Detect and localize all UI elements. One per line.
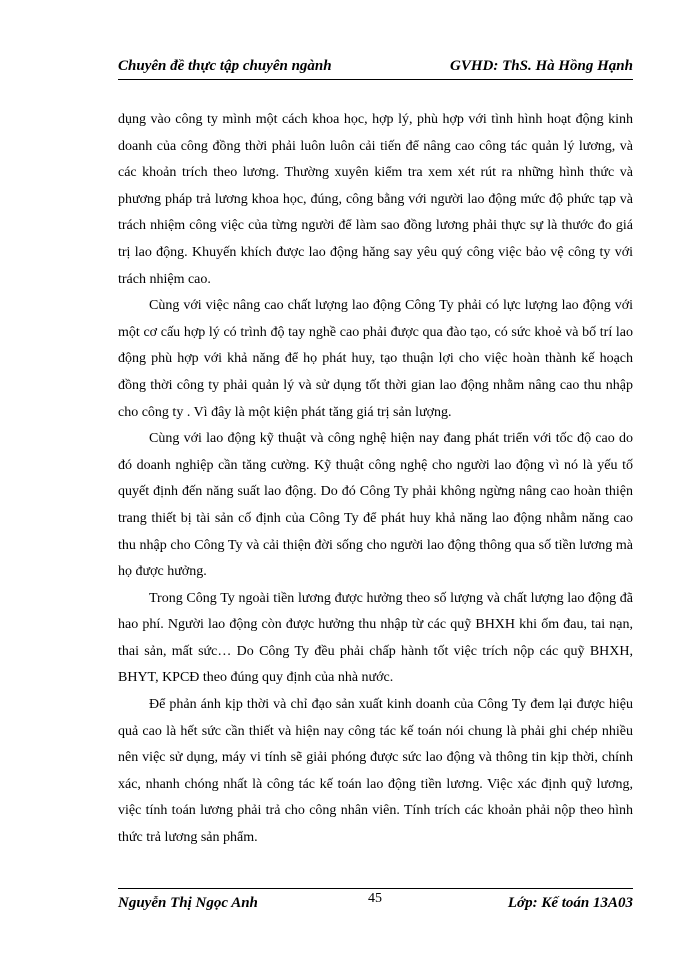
page-header [118, 55, 633, 80]
paragraph: Trong Công Ty ngoài tiền lương được hưởng theo số lượng và chất lượng lao động đã hao phí. Người lao động còn được hưởng thu nhập từ các quỹ BHXH khi ốm đau, tai nạn, thai sản, mất sức… Do Công Ty đều phải chấp hành tốt việc trích nộp các quỹ BHXH, BHYT, KPCĐ theo đúng quy định của nhà nước. [118, 590, 633, 686]
paragraph: Để phản ánh kịp thời và chỉ đạo sản xuất kinh doanh của Công Ty đem lại được hiệu quả cao là hết sức cần thiết và hiện nay công tác kế toán nói chung là phải ghi chép nhiều nên việc sử dụng, máy vi tính sẽ giải phóng được sức lao động và thông tin kịp thời, chính xác, nhanh chóng nhất là công tác kế toán lao động tiền lương. Việc xác định quỹ lương, việc tính toán lương phải trả cho công nhân viên. Tính trích các khoản phải nộp theo hình thức trả lương sản phẩm. [118, 697, 633, 846]
paragraph: dụng vào công ty mình một cách khoa học, hợp lý, phù hợp với tình hình hoạt động kinh doanh của công đồng thời phải luôn luôn cải tiến để nâng cao công tác quản lý lương, và các khoản trích theo lương. Thường xuyên kiểm tra xem xét rút ra những hình thức và phương pháp trả lương khoa học, đúng, công bằng với người lao động mức độ phức tạp và trách nhiệm công việc của từng người để làm sao đồng lương phải thực sự là thước đo giá trị lao động. Khuyến khích được lao động hăng say yêu quý công việc bảo vệ công ty với trách nhiệm cao. [118, 112, 633, 287]
author-name: Nguyễn Thị Ngọc Anh [118, 895, 258, 911]
paragraph: Cùng với lao động kỹ thuật và công nghệ hiện nay đang phát triển với tốc độ cao do đó doanh nghiệp cần tăng cường. Kỹ thuật công nghệ cho người lao động vì nó là yếu tố quyết định đến năng suất lao động. Do đó Công Ty phải không ngừng nâng cao hoàn thiện trang thiết bị tài sản cố định của Công Ty để phát huy khả năng lao động nhằm năng cao thu nhập cho Công Ty và cải thiện đời sống cho người lao động thông qua số tiền lương mà họ được hưởng. [118, 431, 633, 580]
page-footer [118, 888, 633, 915]
advisor-name: GVHD: ThS. Hà Hồng Hạnh [450, 58, 633, 74]
document-body [118, 107, 633, 852]
page-number: 45 [368, 891, 382, 906]
document-title: Chuyên đề thực tập chuyên ngành [118, 58, 332, 74]
class-label: Lớp: Kế toán 13A03 [507, 895, 633, 911]
paragraph: Cùng với việc nâng cao chất lượng lao động Công Ty phải có lực lượng lao động với một cơ cấu hợp lý có trình độ tay nghề cao phải được qua đào tạo, có sức khoẻ và bố trí lao động phù hợp với khả năng để họ phát huy, tạo thuận lợi cho việc hoàn thành kế hoạch đồng thời công ty phải quản lý và sử dụng tốt thời gian lao động nhằm nâng cao thu nhập cho công ty . Vì đây là một kiện phát tăng giá trị sản lượng. [118, 298, 633, 420]
